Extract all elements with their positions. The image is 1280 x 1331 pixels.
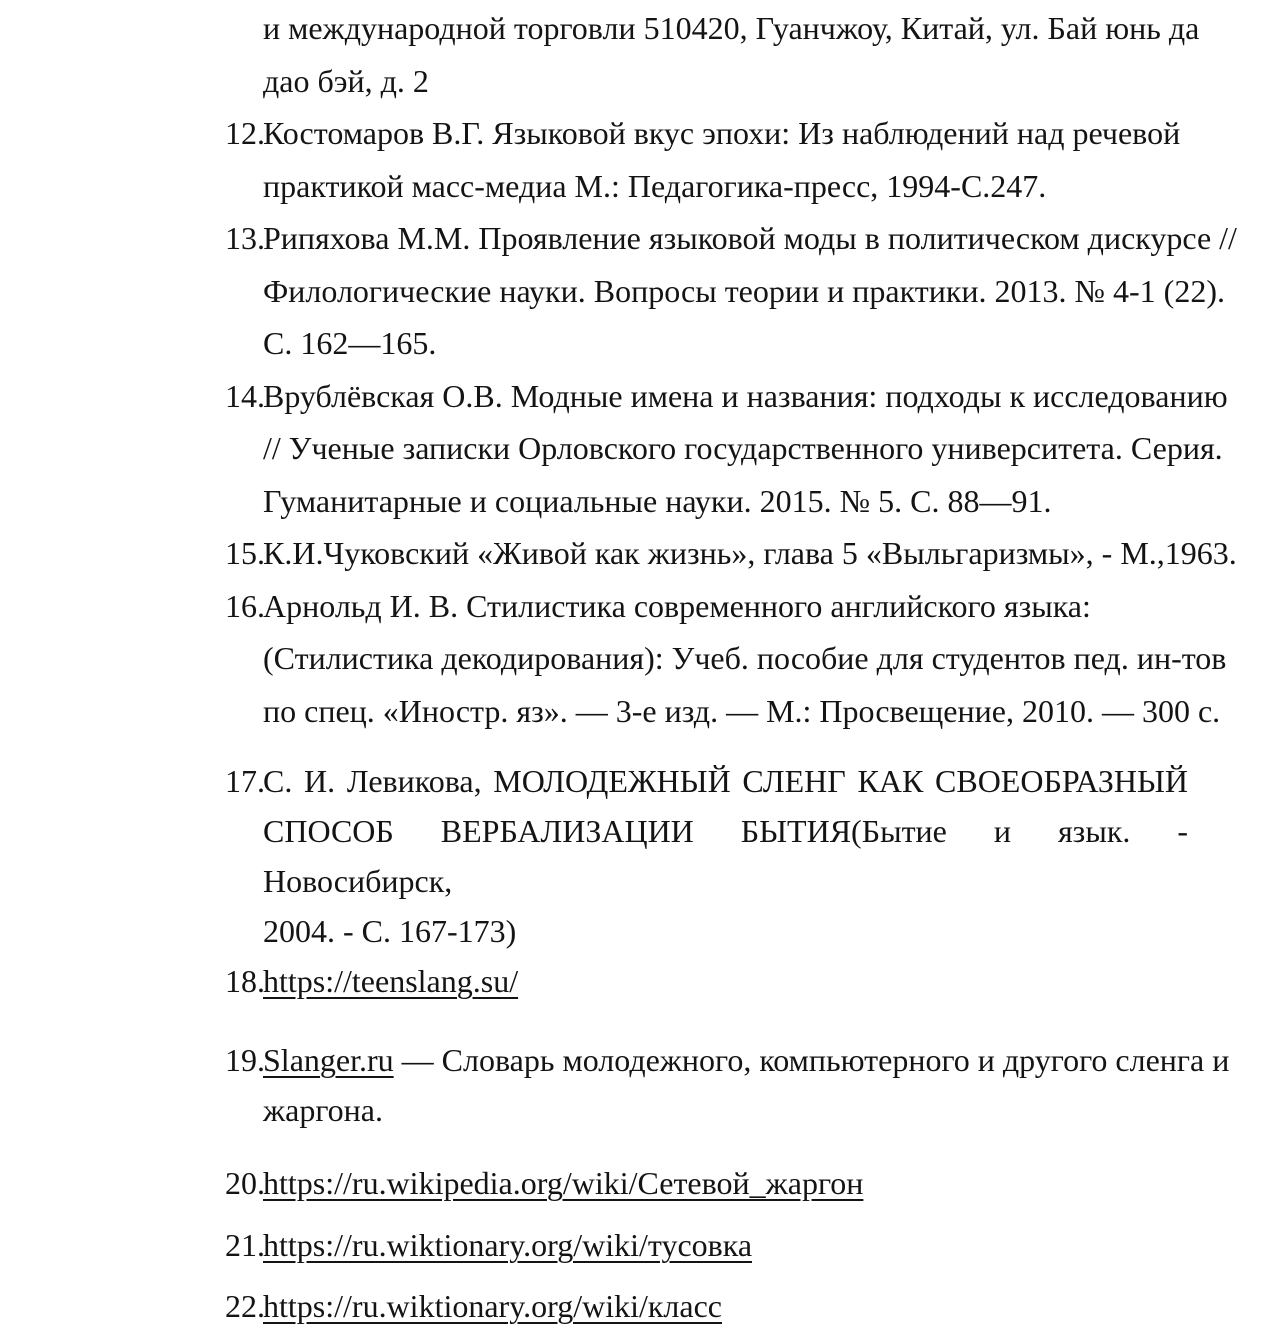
reference-line [225, 956, 1188, 1006]
reference-list-lower [225, 756, 1230, 1331]
reference-line [225, 1035, 1230, 1085]
reference-item-12 [225, 107, 1188, 212]
reference-line [225, 1158, 1188, 1208]
reference-line: Рипяхова М.М. Проявление языковой моды в политическом дискурсе // [263, 220, 1237, 256]
link-wiktionary-klass[interactable]: https://ru.wiktionary.org/wiki/класс [263, 1288, 722, 1324]
item-number: 21. [225, 1227, 265, 1263]
reference-line: и международной торговли 510420, Гуанчжоу, Китай, ул. Бай юнь да [263, 10, 1200, 46]
link-teenslang[interactable]: https://teenslang.su/ [263, 963, 519, 999]
item-number: 18. [225, 963, 265, 999]
item-number: 19. [225, 1042, 265, 1078]
reference-line: // Ученые записки Орловского государственного университета. Серия. [263, 430, 1223, 466]
reference-item-16 [225, 580, 1227, 738]
link-wiktionary-tusovka[interactable]: https://ru.wiktionary.org/wiki/тусовка [263, 1227, 753, 1263]
reference-item-19 [225, 1035, 1230, 1135]
reference-line: С. И. Левикова, МОЛОДЕЖНЫЙ СЛЕНГ КАК СВОЕОБРАЗНЫЙ [263, 763, 1188, 799]
item-number: 22. [225, 1288, 265, 1324]
reference-list-upper [225, 2, 1237, 737]
reference-line: Гуманитарные и социальные науки. 2015. № 5. С. 88—91. [263, 482, 1052, 519]
reference-line: 2004. - С. 167-173) [263, 913, 517, 949]
reference-text: — Словарь молодежного, компьютерного и другого сленга и [393, 1042, 1230, 1078]
reference-item-14 [225, 370, 1228, 528]
reference-item-22 [225, 1281, 1188, 1331]
reference-item-13 [225, 212, 1237, 370]
reference-item-17 [225, 756, 1188, 956]
item-number: 15. [225, 535, 265, 571]
reference-line: С. 162—165. [263, 325, 437, 361]
reference-line [225, 1281, 1188, 1331]
reference-line: дао бэй, д. 2 [263, 62, 429, 99]
reference-line: практикой масс-медиа М.: Педагогика-пресс, 1994-С.247. [263, 167, 1047, 204]
reference-line: Костомаров В.Г. Языковой вкус эпохи: Из наблюдений над речевой [263, 115, 1181, 151]
reference-line: по спец. «Иностр. яз». — 3-е изд. — М.: Просвещение, 2010. — 300 с. [263, 692, 1221, 729]
reference-item-20 [225, 1158, 1188, 1208]
reference-line: К.И.Чуковский «Живой как жизнь», глава 5 «Выльгаризмы», - М.,1963. [263, 535, 1237, 571]
reference-item-11-continuation [225, 2, 1200, 107]
item-number: 20. [225, 1165, 265, 1201]
item-number: 12. [225, 115, 265, 151]
reference-line: Филологические науки. Вопросы теории и практики. 2013. № 4-1 (22). [263, 272, 1225, 309]
bibliography-page [225, 2, 1237, 1331]
reference-line [225, 1220, 1188, 1270]
reference-line: Врублёвская О.В. Модные имена и названия: подходы к исследованию [263, 377, 1228, 414]
link-slanger[interactable]: Slanger.ru [263, 1042, 394, 1078]
reference-line: Арнольд И. В. Стилистика современного английского языка: [263, 587, 1091, 624]
reference-item-18 [225, 956, 1188, 1006]
reference-line: жаргона. [263, 1092, 383, 1128]
reference-line: (Стилистика декодирования): Учеб. пособие для студентов пед. ин-тов [263, 640, 1227, 676]
item-number: 16. [225, 587, 265, 624]
item-number: 17. [225, 763, 265, 799]
reference-item-21 [225, 1220, 1188, 1270]
reference-item-15 [225, 527, 1237, 580]
item-number: 14. [225, 377, 265, 414]
link-wikipedia-setevoy-zhargon[interactable]: https://ru.wikipedia.org/wiki/Сетевой_жаргон [263, 1165, 864, 1201]
reference-line: СПОСОБ ВЕРБАЛИЗАЦИИ БЫТИЯ(Бытие и язык. - Новосибирск, [263, 813, 1188, 899]
item-number: 13. [225, 220, 265, 256]
